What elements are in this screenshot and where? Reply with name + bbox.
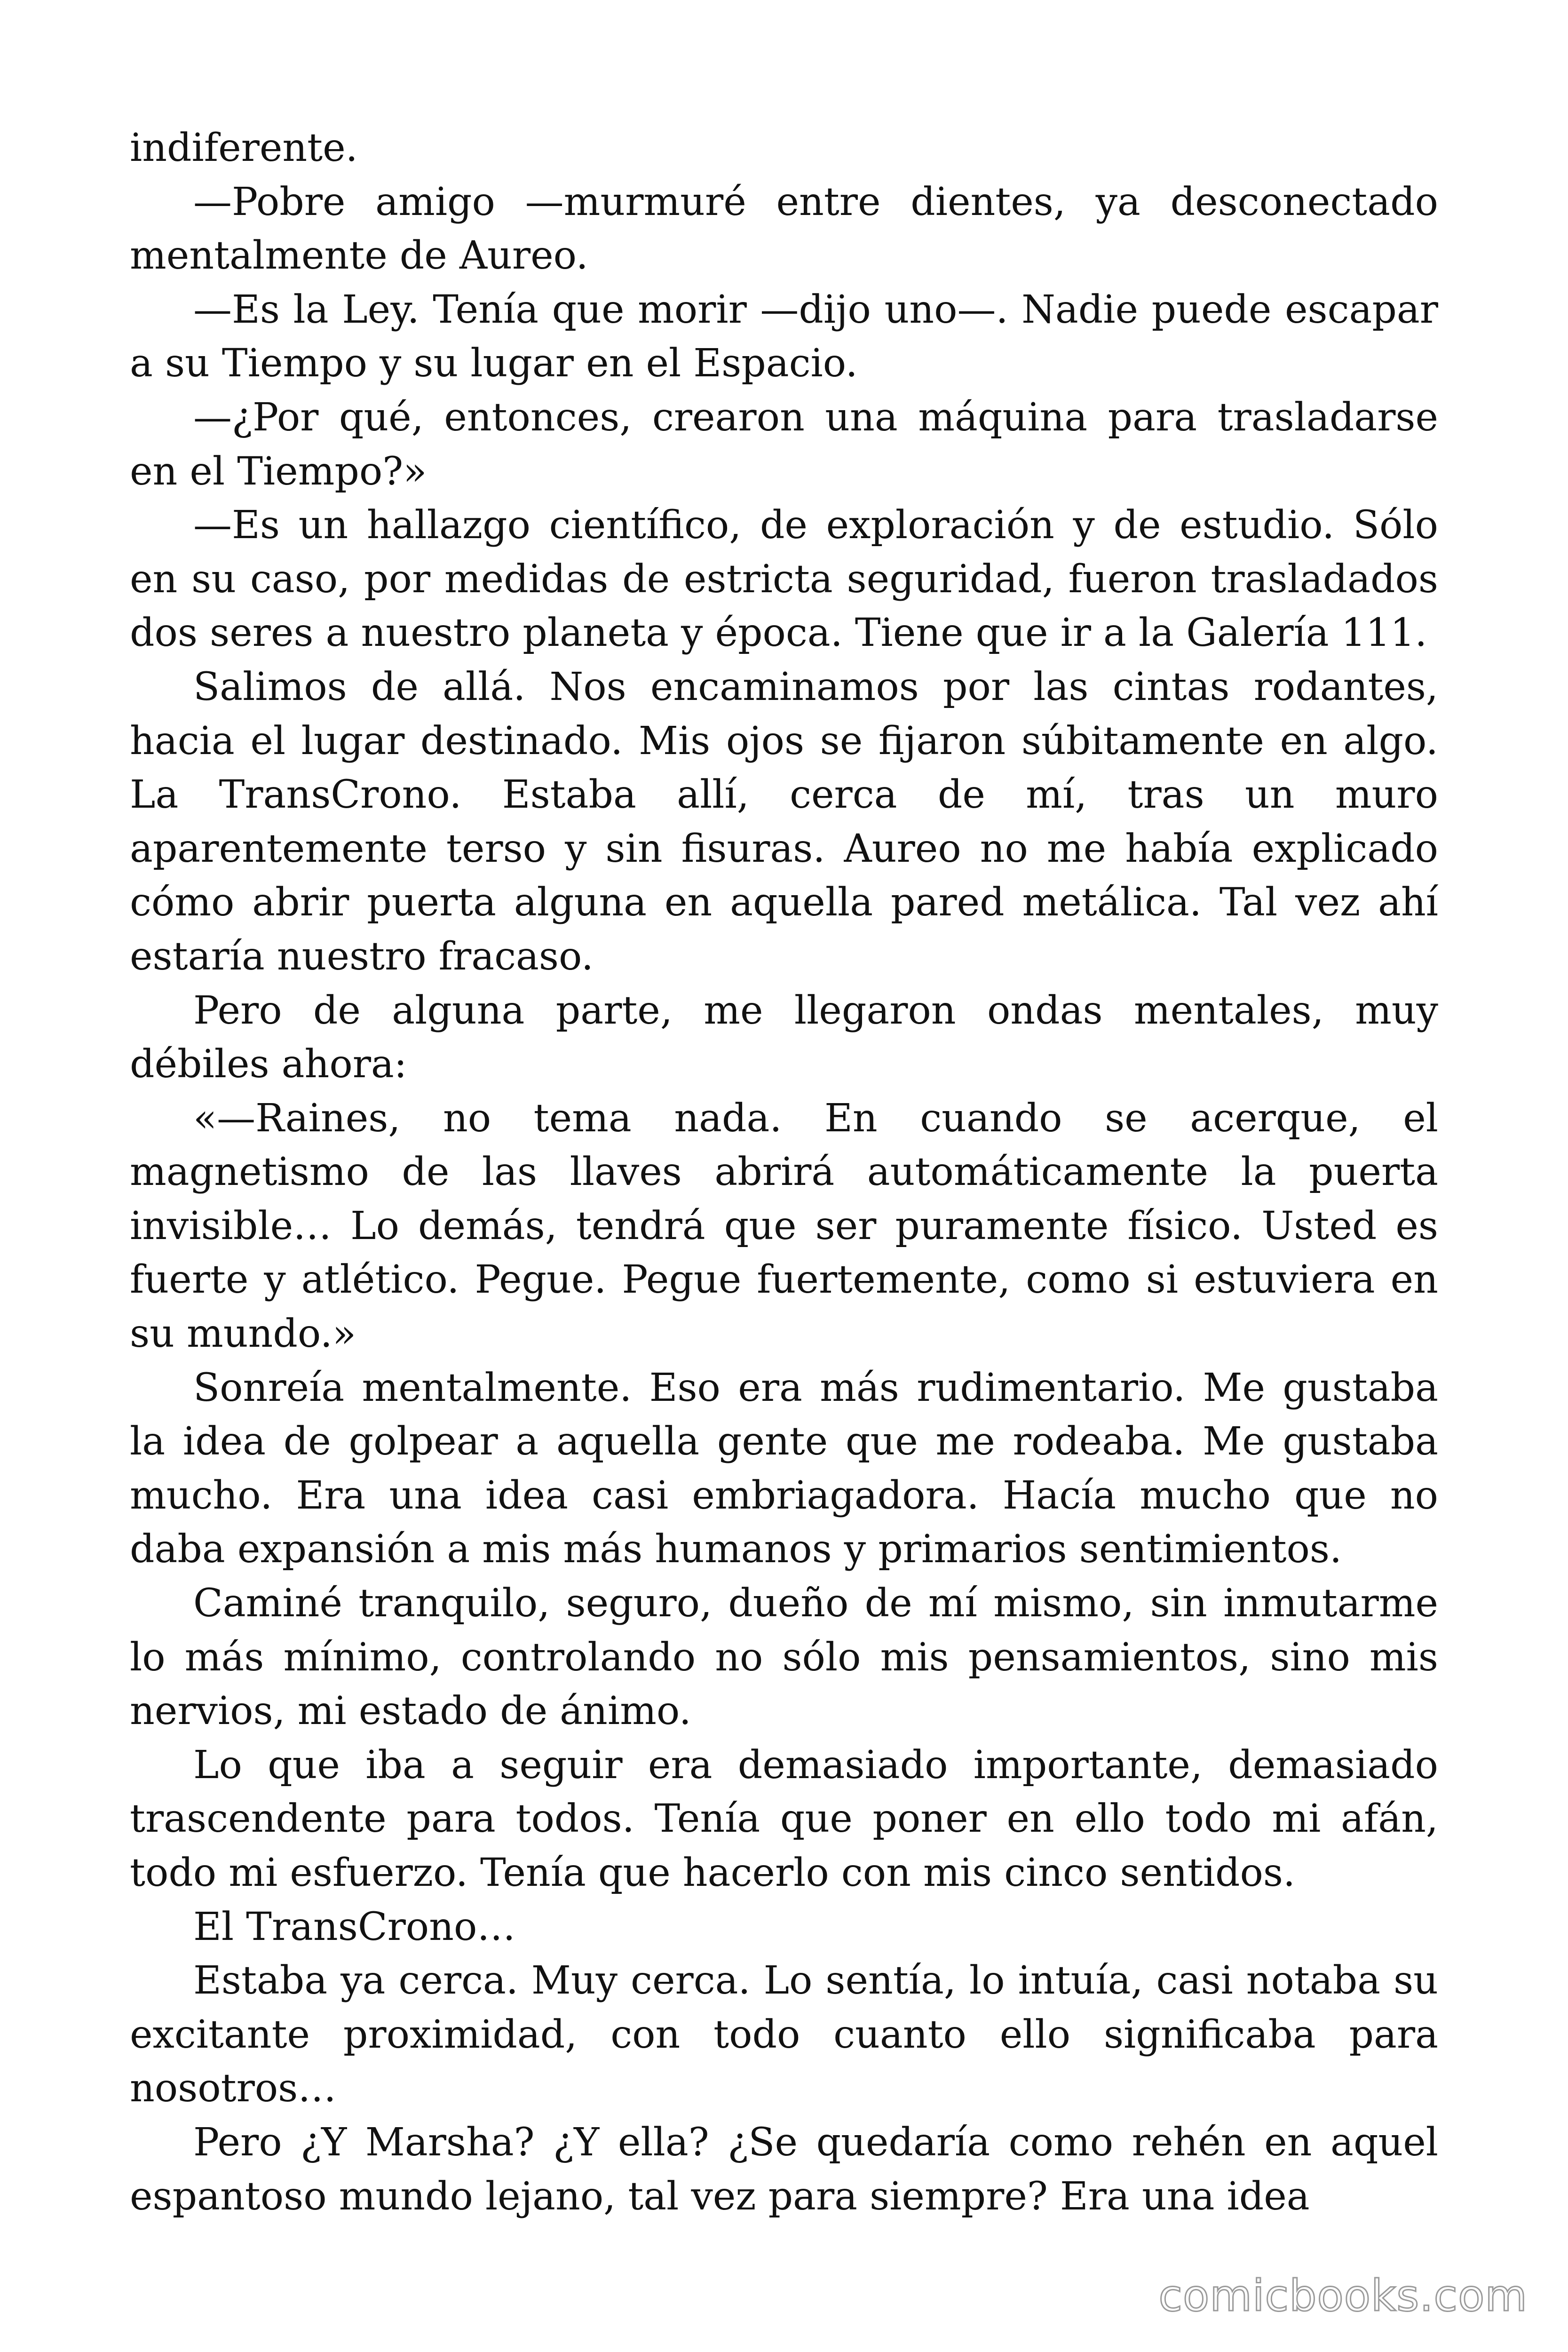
paragraph-7: Pero de alguna parte, me llegaron ondas mentales, muy débiles ahora: [130,988,1438,1087]
paragraph-13: Estaba ya cerca. Muy cerca. Lo sentía, lo intuía, casi notaba su excitante proximidad, con todo cuanto ello significaba para nosotros… [130,1958,1438,2111]
paragraph-5: —Es un hallazgo científico, de exploración y de estudio. Sólo en su caso, por medidas de estricta seguridad, fueron trasladados dos seres a nuestro planeta y época. Tiene que ir a la Galería 111. [130,503,1438,656]
paragraph-1: indiferente. [130,126,358,170]
paragraph-3: —Es la Ley. Tenía que morir —dijo uno—. Nadie puede escapar a su Tiempo y su lugar en el Espacio. [130,287,1438,386]
paragraph-10: Caminé tranquilo, seguro, dueño de mí mismo, sin inmutarme lo más mínimo, controlando no sólo mis pensamientos, sino mis nervios, mi estado de ánimo. [130,1581,1438,1734]
paragraph-8: «—Raines, no tema nada. En cuando se acerque, el magnetismo de las llaves abrirá automáticamente la puerta invisible… Lo demás, tendrá que ser puramente físico. Usted es fuerte y atlético. Pegue. Pegue fuertemente, como si estuviera en su mundo.» [130,1096,1438,1357]
paragraph-2: —Pobre amigo —murmuré entre dientes, ya desconectado mentalmente de Aureo. [130,179,1438,278]
paragraph-14: Pero ¿Y Marsha? ¿Y ella? ¿Se quedaría como rehén en aquel espantoso mundo lejano, tal vez para siempre? Era una idea [130,2120,1438,2219]
paragraph-11: Lo que iba a seguir era demasiado importante, demasiado trascendente para todos. Tenía que poner en ello todo mi afán, todo mi esfuerzo. Tenía que hacerlo con mis cinco sentidos. [130,1742,1438,1895]
paragraph-12: El TransCrono… [193,1904,516,1949]
paragraph-6: Salimos de allá. Nos encaminamos por las cintas rodantes, hacia el lugar destinado. Mis ojos se fijaron súbitamente en algo. La TransCrono. Estaba allí, cerca de mí, tras un muro aparentemente terso y sin fisuras. Aureo no me había explicado cómo abrir puerta alguna en aquella pared metálica. Tal vez ahí estaría nuestro fracaso. [130,664,1438,979]
paragraph-9: Sonreía mentalmente. Eso era más rudimentario. Me gustaba la idea de golpear a aquella gente que me rodeaba. Me gustaba mucho. Era una idea casi embriagadora. Hacía mucho que no daba expansión a mis más humanos y primarios sentimientos. [130,1365,1438,1572]
paragraph-4: —¿Por qué, entonces, crearon una máquina para trasladarse en el Tiempo?» [130,395,1438,494]
watermark: comicbooks.com [1158,2271,1528,2321]
page-text [130,121,1438,2224]
